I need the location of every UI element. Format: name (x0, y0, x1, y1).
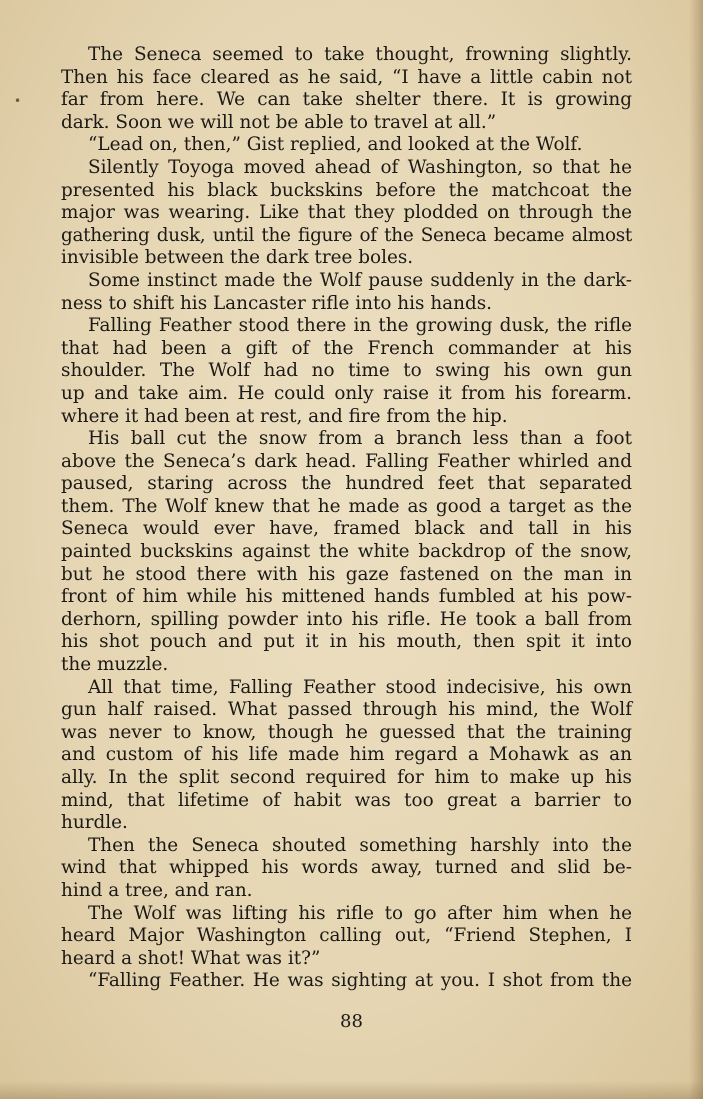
text-line: Seneca would ever have, framed black and tall in his (61, 518, 632, 540)
text-line: The Seneca seemed to take thought, frowning slightly. (88, 44, 632, 65)
text-line: His ball cut the snow from a branch less than a foot (88, 428, 632, 450)
text-line: invisible between the dark tree boles. (61, 247, 414, 269)
text-line: front of him while his mittened hands fumbled at his pow- (61, 586, 632, 608)
page-edge-shadow (689, 0, 703, 1099)
text-line: wind that whipped his words away, turned and slid be- (61, 857, 632, 879)
text-line: All that time, Falling Feather stood indecisive, his own (88, 676, 632, 698)
paragraph (61, 970, 632, 993)
text-line: Silently Toyoga moved ahead of Washington, so that he (88, 156, 632, 178)
text-line: painted buckskins against the white backdrop of the snow, (61, 541, 632, 563)
page-bottom-shadow (0, 1081, 703, 1099)
text-line: but he stood there with his gaze fastened on the man in (61, 563, 632, 585)
text-line: gathering dusk, until the figure of the Seneca became almost (61, 224, 632, 246)
text-line: mind, that lifetime of habit was too great a barrier to (61, 789, 632, 811)
paragraph (61, 835, 632, 903)
paragraph (61, 44, 632, 134)
text-line: hind a tree, and ran. (61, 879, 253, 901)
text-line: derhorn, spilling powder into his rifle. He took a ball from (61, 608, 632, 630)
text-line: Falling Feather stood there in the growing dusk, the rifle (88, 315, 632, 337)
paragraph (61, 903, 632, 971)
text-line: paused, staring across the hundred feet that separated (61, 473, 632, 495)
text-line: the muzzle. (61, 654, 169, 676)
text-line: Then his face cleared as he said, “I have a little cabin not (61, 66, 632, 88)
text-line: his shot pouch and put it in his mouth, then spit it into (61, 631, 632, 653)
text-line: up and take aim. He could only raise it from his forearm. (61, 382, 632, 404)
text-line: them. The Wolf knew that he made as good a target as the (61, 495, 632, 517)
text-line: where it had been at rest, and fire from the hip. (61, 405, 508, 427)
paragraph (61, 134, 632, 157)
paragraph (61, 315, 632, 428)
text-line: presented his black buckskins before the matchcoat the (61, 179, 632, 201)
text-line: Then the Seneca shouted something harshly into the (88, 834, 632, 856)
paragraph (61, 270, 632, 315)
paragraph (61, 677, 632, 835)
text-line: above the Seneca’s dark head. Falling Feather whirled and (61, 450, 632, 472)
text-line: major was wearing. Like that they plodded on through the (61, 202, 632, 224)
page-number: 88 (340, 1011, 363, 1032)
text-line: gun half raised. What passed through his mind, the Wolf (61, 699, 632, 721)
text-line: dark. Soon we will not be able to travel at all.” (61, 111, 497, 133)
text-line: hurdle. (61, 812, 128, 834)
text-line: that had been a gift of the French commander at his (61, 337, 632, 359)
body-text (61, 44, 632, 993)
text-line: was never to know, though he guessed that the training (61, 721, 632, 743)
text-line: Some instinct made the Wolf pause suddenly in the dark- (88, 269, 632, 291)
text-line: and custom of his life made him regard a Mohawk as an (61, 744, 632, 766)
paragraph (61, 428, 632, 677)
text-line: heard a shot! What was it?” (61, 947, 321, 969)
text-line: heard Major Washington calling out, “Friend Stephen, I (61, 925, 632, 947)
text-line: shoulder. The Wolf had no time to swing his own gun (61, 360, 632, 382)
text-line: ness to shift his Lancaster rifle into his hands. (61, 292, 493, 314)
print-speck: • (14, 94, 22, 108)
text-line: far from here. We can take shelter there. It is growing (61, 89, 632, 111)
text-line: ally. In the split second required for him to make up his (61, 767, 632, 788)
text-line: “Lead on, then,” Gist replied, and looked at the Wolf. (88, 134, 583, 156)
text-line: The Wolf was lifting his rifle to go after him when he (88, 902, 632, 924)
paragraph (61, 157, 632, 270)
text-line: “Falling Feather. He was sighting at you. I shot from the (88, 970, 632, 992)
